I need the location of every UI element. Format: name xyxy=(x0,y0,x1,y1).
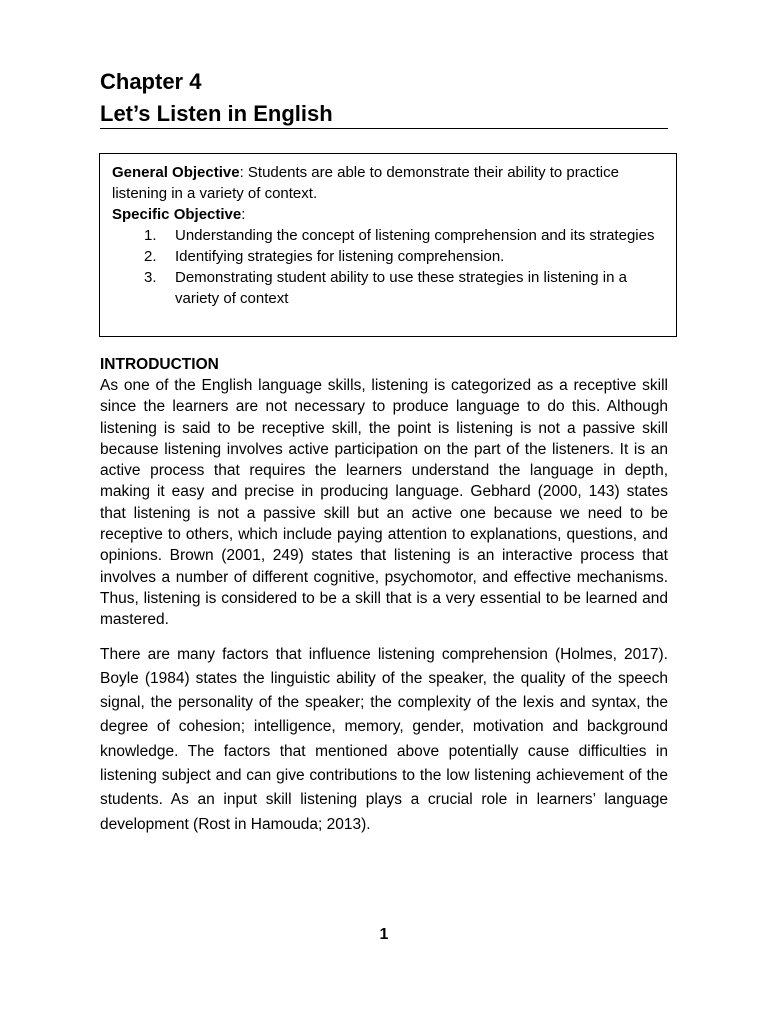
list-item-number: 3. xyxy=(144,269,157,286)
page-number: 1 xyxy=(379,926,389,943)
chapter-title: Let’s Listen in English xyxy=(100,101,333,126)
general-objective-label: General Objective xyxy=(112,164,240,181)
paragraph: As one of the English language skills, listening is categorized as a receptive skill since the learners are not necessary to produce language to do this. Although listening is said to be receptive skill, the point is listening is not a passive skill because listening involves active participation on the part of the listeners. It is an active process that requires the learners understand the language in depth, making it easy and precise in producing language. Gebhard (2000, 143) states that listening is not a passive skill but an active one because we need to be receptive to others, which include paying attention to explanations, questions, and opinions. Brown (2001, 249) states that listening is an interactive process that involves a number of different cognitive, psychomotor, and effective mechanisms. Thus, listening is considered to be a skill that is a very essential to be learned and mastered. xyxy=(100,377,668,629)
specific-objective-list xyxy=(112,225,666,309)
specific-objective-label: Specific Objective xyxy=(112,206,242,223)
header-divider xyxy=(100,128,668,129)
specific-objective xyxy=(112,204,666,225)
list-item xyxy=(112,246,666,267)
chapter-number: Chapter 4 xyxy=(100,69,202,94)
list-item-text: Understanding the concept of listening comprehension and its strategies xyxy=(175,227,655,244)
list-item-text: Identifying strategies for listening comprehension. xyxy=(175,248,505,265)
specific-objective-colon: : xyxy=(241,206,246,223)
general-objective-text: : Students are able to demonstrate their ability to practice listening in a variety of context. xyxy=(112,164,619,202)
introduction-section xyxy=(100,354,668,837)
objectives-box xyxy=(99,153,677,337)
list-item xyxy=(112,267,666,309)
list-item-text: Demonstrating student ability to use these strategies in listening in a variety of context xyxy=(175,269,627,307)
section-heading: INTRODUCTION xyxy=(100,356,219,373)
chapter-header xyxy=(100,66,668,130)
general-objective xyxy=(112,162,666,204)
list-item xyxy=(112,225,666,246)
list-item-number: 1. xyxy=(144,227,157,244)
paragraph: There are many factors that influence listening comprehension (Holmes, 2017). Boyle (1984) states the linguistic ability of the speaker, the quality of the speech signal, the personality of the speaker; the complexity of the lexis and syntax, the degree of cohesion; intelligence, memory, gender, motivation and background knowledge. The factors that mentioned above potentially cause difficulties in listening subject and can give contributions to the low listening achievement of the students. As an input skill listening plays a crucial role in learners’ language development (Rost in Hamouda; 2013). xyxy=(100,645,668,833)
list-item-number: 2. xyxy=(144,248,157,265)
